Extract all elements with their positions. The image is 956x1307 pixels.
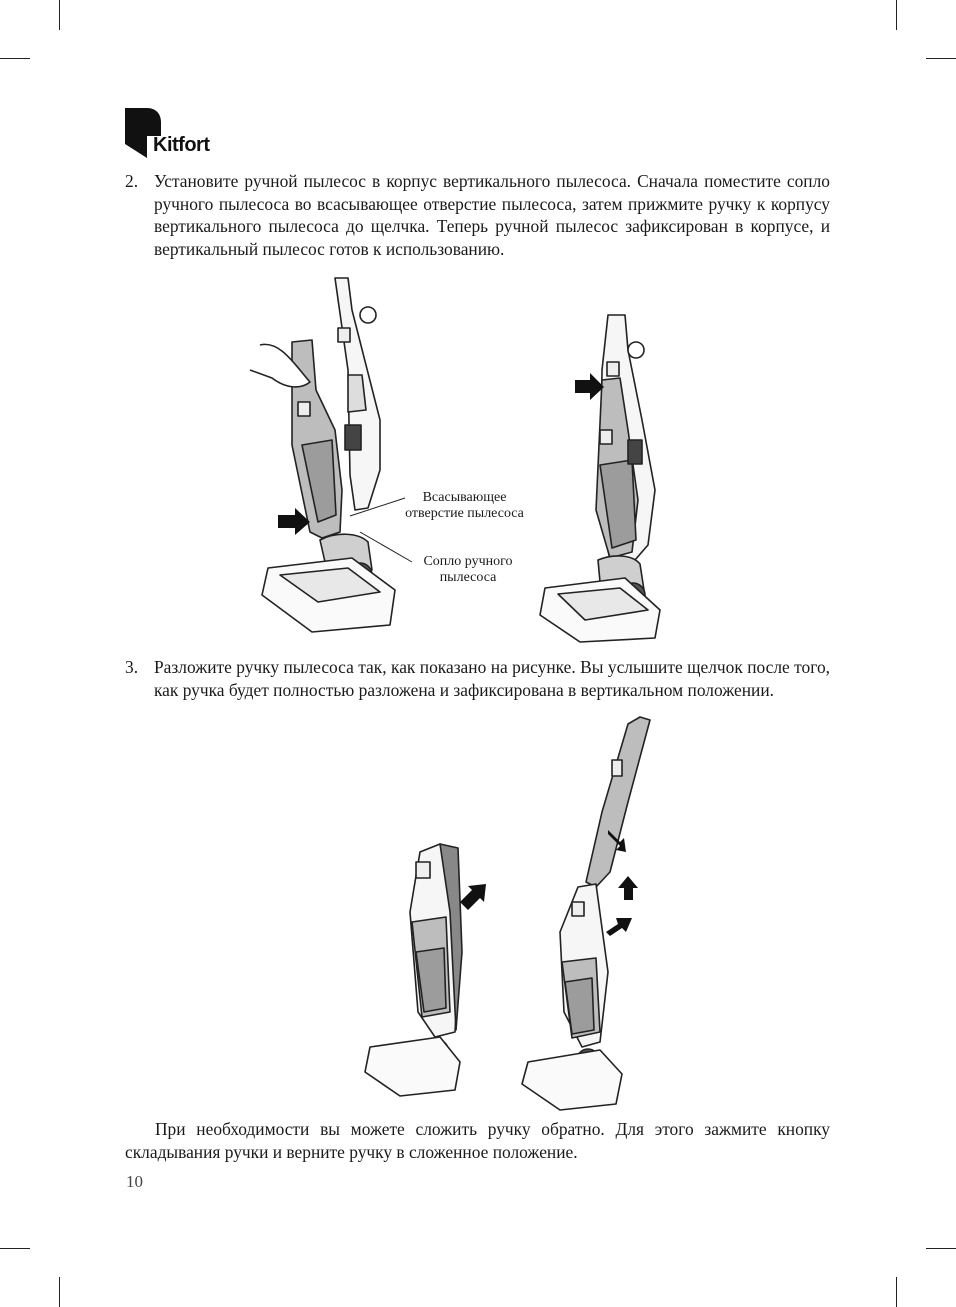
step-text: Установите ручной пылесос в корпус вертикального пылесоса. Сначала поместите сопло ручного пылесоса во всасывающее отверстие пылесоса, затем прижмите ручку к корпусу вертикального пылесоса до щелчка. Теперь ручной пылесос зафиксирован в корпусе, и вертикальный пылесос готов к использованию.: [154, 171, 830, 259]
callout-nozzle-line2: пылесоса: [439, 570, 497, 585]
crop-mark: [896, 0, 897, 30]
crop-mark: [0, 1248, 30, 1249]
crop-mark: [0, 58, 30, 59]
crop-mark: [59, 1277, 60, 1307]
callout-intake-line2: отверстие пылесоса: [405, 506, 524, 521]
step-2: [125, 170, 830, 260]
step-text: Разложите ручку пылесоса так, как показано на рисунке. Вы услышите щелчок после того, как ручка будет полностью разложена и зафиксирована в вертикальном положении.: [154, 657, 830, 700]
fold-back-note: При необходимости вы можете сложить ручку обратно. Для этого зажмите кнопку складывания ручки и верните ручку в сложенное положение.: [125, 1119, 830, 1162]
figure-install-handheld: [240, 270, 680, 645]
crop-mark: [926, 58, 956, 59]
crop-mark: [59, 0, 60, 30]
callout-nozzle-line1: Сопло ручного: [423, 554, 513, 569]
brand-name: Kitfort: [153, 134, 210, 156]
step-number: 3.: [125, 657, 139, 677]
callout-intake: [392, 490, 537, 522]
callout-intake-line1: Всасывающее: [422, 490, 507, 505]
page-number: 10: [126, 1172, 143, 1191]
crop-mark: [896, 1277, 897, 1307]
step-number: 2.: [125, 171, 139, 191]
step-3: [125, 656, 830, 701]
callout-nozzle: [407, 554, 529, 586]
crop-mark: [926, 1248, 956, 1249]
figure-unfold-handle: [360, 712, 660, 1112]
